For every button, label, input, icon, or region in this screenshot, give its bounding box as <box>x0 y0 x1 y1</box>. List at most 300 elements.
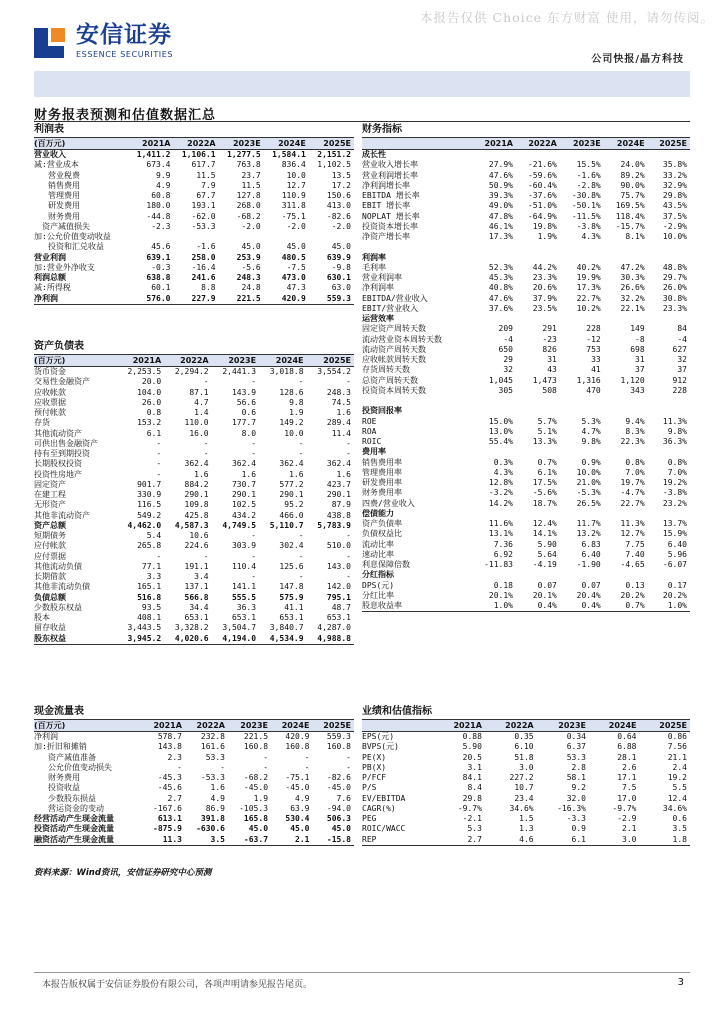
ratios-cell: -37.6% <box>527 191 557 200</box>
ratios-title: 财务指标 <box>362 124 402 135</box>
ratios-cell: 37 <box>635 365 645 375</box>
ratios-row-label: 成长性 <box>362 150 386 159</box>
ratios-row <box>362 242 690 252</box>
ratios-cell: 0.3% <box>493 457 513 467</box>
ratios-cell: 343 <box>630 385 645 395</box>
year-header: 2021A <box>117 355 164 367</box>
valuation-cell: 32.0 <box>566 793 586 803</box>
ratios-cell: 33 <box>591 355 601 364</box>
ratios-row <box>362 253 690 263</box>
income-cell: -68.2 <box>236 211 261 221</box>
cashflow-cell: - <box>177 762 182 772</box>
balance-cell: - <box>298 572 304 581</box>
balance-sheet <box>34 340 354 645</box>
valuation-cell: 21.1 <box>667 752 687 762</box>
watermark: 本报告仅供 Choice 东方财富 使用，请勿传阅。 <box>420 10 714 25</box>
balance-row <box>34 398 354 408</box>
cashflow-cell: - <box>263 752 269 762</box>
cashflow-cell: -45.0 <box>285 783 310 793</box>
ratios-cell: 19.8% <box>532 221 557 231</box>
balance-cell: 41.1 <box>284 602 304 612</box>
cashflow-cell: 161.6 <box>200 742 225 752</box>
balance-cell: - <box>156 469 162 479</box>
balance-row <box>34 459 354 469</box>
valuation-cell: 3.0 <box>519 762 534 772</box>
ratios-cell: 37.5% <box>662 211 687 221</box>
balance-cell: 48.7 <box>331 602 351 612</box>
balance-cell: - <box>346 438 351 448</box>
valuation-header-row <box>362 720 690 732</box>
balance-row-label: 其他非流动负债 <box>34 582 90 592</box>
balance-row <box>34 582 354 592</box>
income-cell: 45.0 <box>241 242 261 252</box>
valuation-cell: 1.5 <box>519 814 534 823</box>
year-header: 2023E <box>228 720 271 732</box>
ratios-row-label: 净利润增长率 <box>362 180 410 190</box>
balance-row-label: 短期债务 <box>34 531 66 540</box>
ratios-cell: 20.2% <box>662 590 687 600</box>
balance-cell: 248.3 <box>326 387 351 397</box>
income-cell: 45.0 <box>331 242 351 252</box>
ratios-cell: -2.9% <box>662 221 687 231</box>
ratios-table <box>362 137 690 612</box>
balance-cell: 4,534.9 <box>259 634 306 645</box>
balance-cell: 2,253.5 <box>127 367 162 376</box>
ratios-cell <box>472 570 516 580</box>
balance-cell: 143.9 <box>231 387 257 397</box>
ratios-cell: 23.2% <box>662 498 687 508</box>
balance-cell: 795.1 <box>326 592 351 602</box>
ratios-cell: 7.36 <box>493 539 513 549</box>
income-cell: 1,277.5 <box>227 150 261 159</box>
ratios-cell: 0.18 <box>493 580 513 590</box>
valuation-row-label: BVPS(元) <box>362 742 399 752</box>
ratios-cell <box>604 509 648 519</box>
ratios-cell: 13.2% <box>576 529 601 539</box>
income-cell: 241.6 <box>191 273 216 282</box>
year-header: 2025E <box>312 720 354 732</box>
income-row <box>34 171 354 181</box>
cashflow-cell: -82.6 <box>326 773 351 782</box>
ratios-cell: 5.3% <box>581 416 601 426</box>
income-row-label: 营业税费 <box>48 170 80 180</box>
ratios-cell: 31 <box>635 355 645 364</box>
balance-cell: 290.1 <box>326 490 351 499</box>
balance-row-label: 长期股权投资 <box>34 459 82 469</box>
balance-row-label: 货币资金 <box>34 367 66 376</box>
year-header: 2022A <box>185 720 228 732</box>
cashflow-unit: (百万元) <box>34 720 142 732</box>
valuation-row <box>362 742 690 752</box>
income-row-label: 研发费用 <box>48 201 80 211</box>
income-cell: 4.9 <box>156 180 171 190</box>
balance-cell: 87.9 <box>331 500 351 510</box>
valuation-row-label: P/FCF <box>362 773 387 782</box>
balance-cell: 466.0 <box>279 510 304 520</box>
cashflow-header-row <box>34 720 354 732</box>
balance-cell: - <box>298 551 304 561</box>
balance-cell: 555.5 <box>231 592 257 602</box>
balance-cell: - <box>251 551 257 561</box>
year-header: 2023E <box>212 355 259 367</box>
ratios-row-label: 研发费用率 <box>362 478 402 487</box>
ratios-header-row <box>362 138 690 150</box>
ratios-cell: 13.3% <box>532 437 557 446</box>
balance-row <box>34 572 354 582</box>
ratios-cell: 1,045 <box>488 375 513 385</box>
ratios-cell <box>648 314 690 324</box>
ratios-cell: 14.1% <box>532 529 557 539</box>
balance-cell: 147.8 <box>279 582 304 592</box>
balance-row-label: 资产总额 <box>34 520 66 530</box>
ratios-row-label: DPS(元) <box>362 580 395 590</box>
balance-cell: 4,749.5 <box>222 520 257 530</box>
ratios-row <box>362 181 690 191</box>
ratios-row <box>362 581 690 591</box>
cashflow-cell: 4.9 <box>210 793 225 803</box>
ratios-cell: 22.7% <box>576 293 601 303</box>
valuation-cell: 0.34 <box>566 732 586 741</box>
income-row <box>34 294 354 305</box>
valuation-row-label: REP <box>362 835 433 846</box>
balance-cell: 901.7 <box>137 479 162 489</box>
ratios-cell: 36.3% <box>662 437 687 446</box>
cashflow-cell: 7.6 <box>336 793 351 803</box>
ratios-row-label: 投资回报率 <box>362 406 402 416</box>
ratios-cell: 7.0% <box>667 467 687 477</box>
ratios-row <box>362 335 690 345</box>
year-header: 2023E <box>537 720 589 732</box>
income-cell: 639.1 <box>146 252 171 262</box>
logo-name-cn: 安信证券 <box>76 22 172 48</box>
footer-disclaimer: 本报告版权属于安信证券股份有限公司，各项声明请参见报告尾页。 <box>42 980 313 990</box>
report-type: 公司快报/晶方科技 <box>591 54 684 65</box>
cashflow-cell: 2.3 <box>167 752 182 762</box>
income-row <box>34 191 354 201</box>
ratios-row <box>362 488 690 498</box>
ratios-cell: 5.7% <box>537 416 557 426</box>
cashflow-row-label: 少数股东损益 <box>48 793 96 803</box>
ratios-cell: 20.6% <box>532 283 557 293</box>
balance-cell: 438.8 <box>326 510 351 520</box>
ratios-row-label: 销售费用率 <box>362 457 402 467</box>
ratios-row-label: 四费/营业收入 <box>362 498 415 508</box>
balance-row <box>34 500 354 510</box>
ratios-cell: 39.3% <box>488 191 513 200</box>
cashflow-cell: -45.0 <box>243 783 269 793</box>
ratios-row <box>362 201 690 211</box>
ratios-row <box>362 191 690 201</box>
ratios-row-label: ROE <box>362 416 377 426</box>
balance-cell: - <box>203 377 209 387</box>
ratios-cell <box>516 253 560 263</box>
balance-cell: 8.0 <box>241 428 257 438</box>
balance-cell: 362.4 <box>184 459 209 469</box>
cashflow-cell: 45.0 <box>331 824 351 834</box>
balance-cell: 4,194.0 <box>212 634 259 645</box>
balance-table <box>34 354 354 645</box>
income-cell: 1,411.2 <box>136 150 171 159</box>
ratios-row <box>362 550 690 560</box>
income-cell: 60.1 <box>151 283 171 293</box>
balance-cell: 77.1 <box>141 561 162 571</box>
ratios-cell: 209 <box>498 324 513 334</box>
balance-cell: 6.1 <box>146 428 162 438</box>
ratios-cell: -8 <box>635 334 645 344</box>
balance-cell: 34.4 <box>189 602 209 612</box>
ratios-cell: 26.6% <box>620 283 645 293</box>
cashflow-cell: 53.3 <box>205 752 225 762</box>
income-cell: 413.0 <box>326 201 351 211</box>
ratios-cell: 1.9% <box>537 232 557 241</box>
year-header: 2024E <box>271 720 312 732</box>
balance-cell: 0.6 <box>241 408 257 417</box>
cashflow-cell: -75.1 <box>285 773 310 782</box>
balance-cell: 2,294.2 <box>174 367 209 376</box>
balance-row-label: 应收票据 <box>34 397 66 407</box>
ratios-row-label: 营业利润增长率 <box>362 170 418 180</box>
ratios-row <box>362 570 690 580</box>
ratios-row <box>362 437 690 447</box>
ratios-cell: 43 <box>547 365 557 375</box>
ratios-cell: 49.0% <box>488 201 513 211</box>
valuation-cell: 84.1 <box>462 773 482 782</box>
balance-cell: 153.2 <box>137 418 162 428</box>
ratios-cell <box>604 253 648 263</box>
balance-cell: 110.0 <box>184 418 209 428</box>
ratios-row-label <box>362 396 472 406</box>
valuation-row <box>362 794 690 804</box>
income-table <box>34 137 354 305</box>
ratios-cell: 32.2% <box>620 293 645 303</box>
balance-row-label: 投资性房地产 <box>34 469 82 479</box>
balance-cell: 1.6 <box>336 469 351 479</box>
ratios-cell: -21.6% <box>527 160 557 170</box>
ratios-row-label: 净利润率 <box>362 283 394 293</box>
balance-row-label: 应付票据 <box>34 551 66 561</box>
valuation-cell: 6.1 <box>537 835 589 846</box>
balance-cell: 110.4 <box>231 561 257 571</box>
balance-cell: 265.8 <box>137 541 162 551</box>
balance-cell: - <box>251 531 257 540</box>
ratios-cell: 23.5% <box>532 303 557 313</box>
ratios-cell: 22.1% <box>620 303 645 313</box>
cashflow-row-label: 经营活动产生现金流量 <box>34 814 114 823</box>
valuation-title: 业绩和估值指标 <box>362 706 432 717</box>
ratios-row <box>362 519 690 529</box>
balance-row <box>34 531 354 541</box>
ratios-cell: 5.1% <box>537 426 557 436</box>
ratios-cell: 5.96 <box>667 549 687 559</box>
ratios-cell: 7.40 <box>625 549 645 559</box>
cashflow-cell: 2.1 <box>271 835 312 846</box>
ratios-cell: 19.7% <box>620 478 645 487</box>
ratios-cell <box>516 242 560 252</box>
ratios-row-label: 净资产增长率 <box>362 232 410 241</box>
balance-cell: - <box>156 438 162 448</box>
valuation-cell: 2.4 <box>672 762 687 772</box>
balance-cell: 653.1 <box>231 613 257 622</box>
cashflow-cell: 530.4 <box>285 814 310 823</box>
cashflow-row <box>34 773 354 783</box>
ratios-row <box>362 406 690 416</box>
ratios-row <box>362 458 690 468</box>
ratios-cell: 37.9% <box>532 293 557 303</box>
income-row <box>34 212 354 222</box>
income-cell: 23.7 <box>241 170 261 180</box>
year-header: 2024E <box>264 138 309 150</box>
balance-cell: 425.8 <box>184 510 209 520</box>
year-header: 2025E <box>648 138 690 150</box>
valuation-cell: 29.8 <box>462 793 482 803</box>
income-row <box>34 150 354 161</box>
ratios-cell <box>472 406 516 416</box>
ratios-cell <box>648 406 690 416</box>
ratios-cell: 15.5% <box>576 160 601 170</box>
balance-cell: 102.5 <box>231 500 257 510</box>
valuation-cell: 17.1 <box>617 773 637 782</box>
balance-cell: 408.1 <box>137 613 162 622</box>
balance-cell: - <box>251 377 257 387</box>
balance-row-label: 无形资产 <box>34 500 66 510</box>
ratios-cell: 9.8% <box>667 426 687 436</box>
cashflow-cell: 143.8 <box>157 742 182 752</box>
ratios-row <box>362 304 690 314</box>
valuation-metrics <box>362 705 690 846</box>
valuation-cell: 2.6 <box>622 762 637 772</box>
ratios-cell: -4.7% <box>620 488 645 498</box>
ratios-cell: 0.7% <box>537 457 557 467</box>
valuation-row <box>362 835 690 846</box>
cashflow-title: 现金流量表 <box>34 706 84 717</box>
balance-row-label: 其他流动负债 <box>34 561 82 571</box>
balance-cell: 577.2 <box>279 479 304 489</box>
balance-cell: - <box>156 551 162 561</box>
income-cell: 763.8 <box>236 160 261 170</box>
cashflow-cell: - <box>304 752 310 762</box>
balance-cell: 289.4 <box>326 418 351 428</box>
balance-row <box>34 367 354 378</box>
balance-cell: 5.4 <box>146 531 162 540</box>
balance-cell: 290.1 <box>231 490 257 499</box>
company-logo <box>34 22 173 59</box>
ratios-cell: -1.90 <box>576 560 601 569</box>
income-cell: -2.0 <box>241 221 261 231</box>
balance-cell: 290.1 <box>184 490 209 499</box>
balance-cell: 104.0 <box>137 387 162 397</box>
ratios-row-label: 分红比率 <box>362 590 394 600</box>
ratios-cell: -1.6% <box>576 170 601 180</box>
ratios-cell <box>472 396 516 406</box>
income-cell: -9.8 <box>331 262 351 272</box>
cashflow-cell: 391.8 <box>200 814 225 823</box>
cashflow-cell: 160.8 <box>285 742 310 752</box>
cashflow-cell: 63.9 <box>290 803 310 813</box>
income-cell: 47.3 <box>286 283 306 293</box>
income-cell: 253.9 <box>236 252 261 262</box>
balance-cell: 330.9 <box>137 490 162 499</box>
valuation-row-label: PE(X) <box>362 752 387 762</box>
balance-cell: 3.4 <box>194 572 209 581</box>
balance-row-label: 其他非流动资产 <box>34 510 90 520</box>
cashflow-row <box>34 835 354 846</box>
valuation-row-label: CAGR(%) <box>362 803 396 813</box>
cashflow-cell: 506.3 <box>326 814 351 823</box>
ratios-cell: 1.0% <box>472 601 516 612</box>
income-cell: -0.3 <box>151 262 171 272</box>
balance-cell: 56.6 <box>236 397 257 407</box>
balance-cell: 3,018.8 <box>269 367 304 376</box>
income-cell: 576.0 <box>128 294 173 305</box>
ratios-cell: -6.07 <box>662 560 687 569</box>
balance-cell: 516.8 <box>137 592 162 602</box>
ratios-cell: 32 <box>503 365 513 375</box>
cashflow-row-label: 财务费用 <box>48 773 80 782</box>
cashflow-cell: 221.5 <box>243 732 269 741</box>
balance-cell: - <box>156 459 162 469</box>
ratios-cell: 75.7% <box>620 191 645 200</box>
ratios-cell: 27.9% <box>488 160 513 170</box>
ratios-cell: 912 <box>672 375 687 385</box>
ratios-cell: 10.0% <box>662 232 687 241</box>
balance-cell: 20.0 <box>141 377 162 387</box>
income-cell: 1,584.1 <box>272 150 306 159</box>
cashflow-cell: -875.9 <box>153 824 182 834</box>
valuation-row-label: P/S <box>362 783 377 793</box>
ratios-cell: 5.90 <box>537 539 557 549</box>
balance-row <box>34 480 354 490</box>
income-cell: 11.5 <box>241 180 261 190</box>
balance-cell: - <box>251 449 257 458</box>
year-header: 2024E <box>604 138 648 150</box>
valuation-cell: 28.1 <box>617 752 637 762</box>
income-cell: -2.0 <box>286 221 306 231</box>
cashflow-row-label: 营运资金的变动 <box>48 803 104 813</box>
income-row-label: 净利润 <box>34 294 128 305</box>
valuation-cell: -2.9 <box>617 814 637 823</box>
ratios-row <box>362 150 690 161</box>
cashflow-cell: -45.6 <box>157 783 182 793</box>
valuation-cell: 12.4 <box>667 793 687 803</box>
ratios-cell: 627 <box>672 344 687 354</box>
ratios-cell: 169.5% <box>615 201 645 211</box>
balance-cell: 3,554.2 <box>317 367 351 376</box>
ratios-cell: 23.3% <box>532 273 557 282</box>
ratios-row-label: 投资资本增长率 <box>362 221 418 231</box>
balance-cell: - <box>346 449 351 458</box>
ratios-cell: 0.7% <box>604 601 648 612</box>
cashflow-cell: 45.0 <box>290 824 310 834</box>
ratios-cell <box>648 253 690 263</box>
valuation-cell: 9.2 <box>571 783 586 793</box>
year-header: 2021A <box>142 720 185 732</box>
ratios-row-label: EBIT/营业收入 <box>362 303 419 313</box>
balance-row-label: 少数股东权益 <box>34 602 82 612</box>
ratios-row-label: 分红指标 <box>362 570 394 580</box>
ratios-cell <box>604 406 648 416</box>
balance-cell: 4,462.0 <box>127 520 162 530</box>
income-cell: 617.7 <box>191 160 216 170</box>
cashflow-row-label: 投资收益 <box>48 783 80 793</box>
balance-row-label: 股本 <box>34 613 50 622</box>
ratios-row-label <box>362 242 472 252</box>
ratios-row-label: 营业利润率 <box>362 273 402 282</box>
ratios-cell: 11.3% <box>662 416 687 426</box>
ratios-cell: 13.1% <box>488 529 513 539</box>
valuation-cell: 17.0 <box>617 793 637 803</box>
cashflow-row <box>34 763 354 773</box>
ratios-cell: 0.4% <box>560 601 604 612</box>
